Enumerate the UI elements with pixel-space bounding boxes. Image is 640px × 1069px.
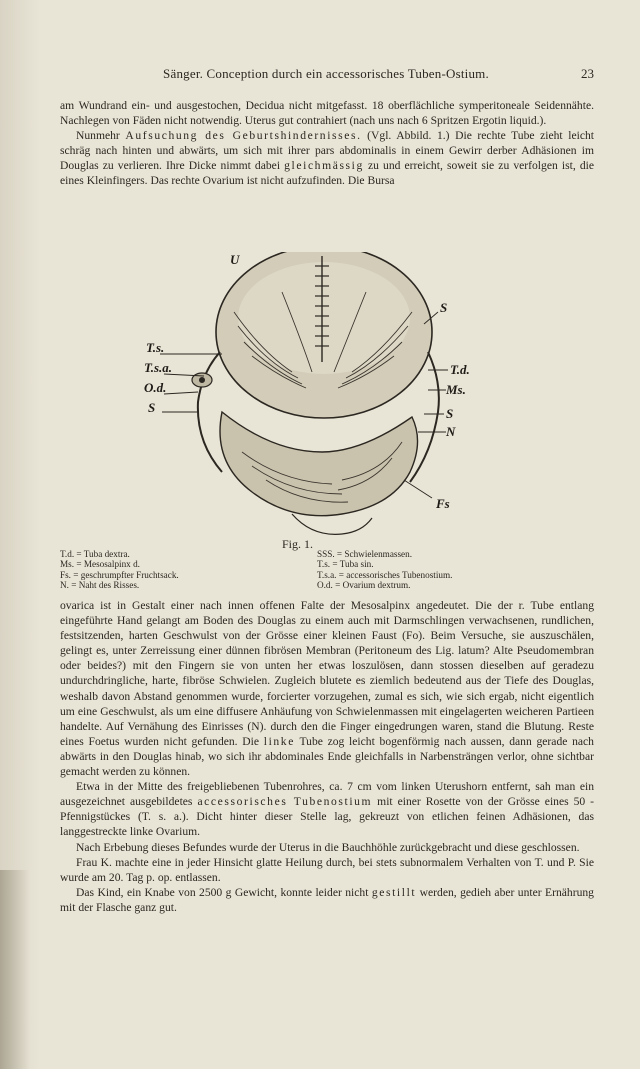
legend-entry: T.d. = Tuba dextra. (60, 549, 130, 559)
spaced-text: accessorisches Tubenostium (197, 795, 373, 809)
text-span: Etwa in der Mitte des freigebliebenen Tubenrohres, ca. 7 cm vom linken Uterushorn entfernt, sah man ein ausgezeichnet ausgebildetes (60, 780, 594, 809)
running-header (58, 66, 594, 86)
spaced-text: gleichmässig (284, 159, 364, 173)
label-u: U (230, 252, 240, 267)
text-span: (Vgl. Abbild. 1.) Die rechte Tube zieht leicht schräg nach hinten und abwärts, um sich mit ihrer pars abdominalis in einem Gewirr derber Adhäsionen im Douglas zu verlieren. Ihre Dicke nimmt dabei (60, 129, 594, 173)
text-span: Nunmehr (76, 129, 126, 143)
running-title: Sänger. Conception durch ein accessorisches Tuben-Ostium. (163, 66, 489, 81)
legend-entry: T.s.a. = accessorisches Tubenostium. (317, 569, 453, 580)
text-block-top (60, 98, 594, 189)
text-span: ovarica ist in Gestalt einer nach innen offenen Falte der Mesosalpinx angedeutet. Die der r. Tube entlang eingeführte Hand gelangt am Boden des Douglas zu einem auch mit Darmschlingen verwachsenen, rundlichen, festsitzenden, harten Geschwulst von der Grösse einer kleinen Faust (Fo). Beim Versuche, sie auszuschälen, gelingt es, unter Zerreissung einer dünnen fibrösen Membran (Peritoneum des Lig. latum? Alte Pseudomembran oder beides?) mit den Fingern sie von unten her etwas loszulösen, dann stossen dieselben auf geradezu undurchdringliche, harte, fibröse Schwielen. Zugleich blutete es ziemlich bedeutend aus der Tiefe des Douglas, weshalb davon Abstand genommen wurde, forcierter vorzugehen, zumal es sich, wie sich ergab, nicht eigentlich um eine Geschwulst, als um eine diffusere Anhäufung von Schwielenmassen mit eingelagerten weicheren Partieen handelte. Auf Vernähung des Einrisses (N). durch den die Finger eingedrungen waren, stand die Blutung. Reste eines Foetus wurden nicht gefunden. Die (60, 599, 594, 748)
figure-drawing (142, 252, 482, 537)
paragraph (60, 128, 594, 188)
paragraph (60, 779, 594, 839)
page-corner-shadow (0, 870, 30, 1069)
label-s-right: S (446, 406, 454, 421)
page-number: 23 (581, 66, 594, 81)
paragraph: Nach Erbebung dieses Befundes wurde der Uterus in die Bauchhöhle zurückgebracht und diese geschlossen. (76, 840, 580, 854)
label-s-left: S (148, 400, 156, 415)
legend-right-column (317, 549, 452, 591)
label-ts: T.s. (146, 340, 165, 355)
legend-entry: Fs. = geschrumpfter Fruchtsack. (60, 569, 179, 580)
spaced-text: gestillt (371, 885, 417, 899)
label-s-top: S (440, 300, 448, 315)
figure-caption: Fig. 1. (282, 537, 314, 551)
legend-entry: N. = Naht des Risses. (60, 580, 140, 591)
label-n: N (446, 424, 456, 439)
legend-entry: T.s. = Tuba sin. (317, 559, 374, 570)
label-od: O.d. (144, 380, 167, 395)
legend-entry: SSS. = Schwielenmassen. (317, 549, 413, 559)
spaced-text: Aufsuchung des Geburtshindernisses. (125, 129, 362, 143)
text-span: werden, gedieh aber unter Ernährung mit der Flasche ganz gut. (60, 885, 594, 914)
legend-left-column (60, 549, 179, 591)
text-span: zu und erreicht, soweit sie zu verfolgen ist, die eines Kleinfingers. Das rechte Ovarium ist nicht aufzufinden. Die Bursa (60, 159, 594, 188)
label-tsa: T.s.a. (144, 360, 173, 375)
anatomical-figure (142, 252, 482, 537)
label-fs: Fs (436, 496, 450, 511)
text-span: mit einer Rosette von der Grösse eines 50 - Pfennigstückes (T. s. a.). Dicht hinter dieser Stelle lag, gekreuzt von etlichen feinen Adhäsionen, das langgestreckte linke Ovarium. (60, 795, 595, 839)
text-block-bottom (60, 598, 594, 915)
paragraph: Frau K. machte eine in jeder Hinsicht glatte Heilung durch, bei stets subnormalem Verhalten von T. und P. Sie wurde am 20. Tag p. op. entlassen. (60, 855, 594, 884)
legend-entry: Ms. = Mesosalpinx d. (60, 559, 140, 570)
paragraph (60, 598, 594, 779)
label-td: T.d. (450, 362, 470, 377)
text-span: Das Kind, ein Knabe von 2500 g Gewicht, konnte leider nicht (76, 885, 369, 899)
legend-entry: O.d. = Ovarium dextrum. (317, 580, 411, 591)
text-span: Tube zog leicht bogenförmig nach aussen, dann gerade nach abwärts in den Douglas hinab, wo sich ihr abdominales Ende gleichfalls in Narbensträngen verlor, ohne sichtbar gemacht werden zu können. (60, 734, 594, 779)
paragraph: am Wundrand ein- und ausgestochen, Decidua nicht mitgefasst. 18 oberflächliche symperitoneale Seidennähte. Nachlegen von Fäden nicht notwendig. Uterus gut contrahiert (nach uns nach 6 Spritzen Ergotin liquid.). (60, 99, 594, 128)
paragraph (60, 885, 594, 915)
label-ms: Ms. (446, 382, 466, 397)
spaced-text: linke (263, 734, 295, 748)
